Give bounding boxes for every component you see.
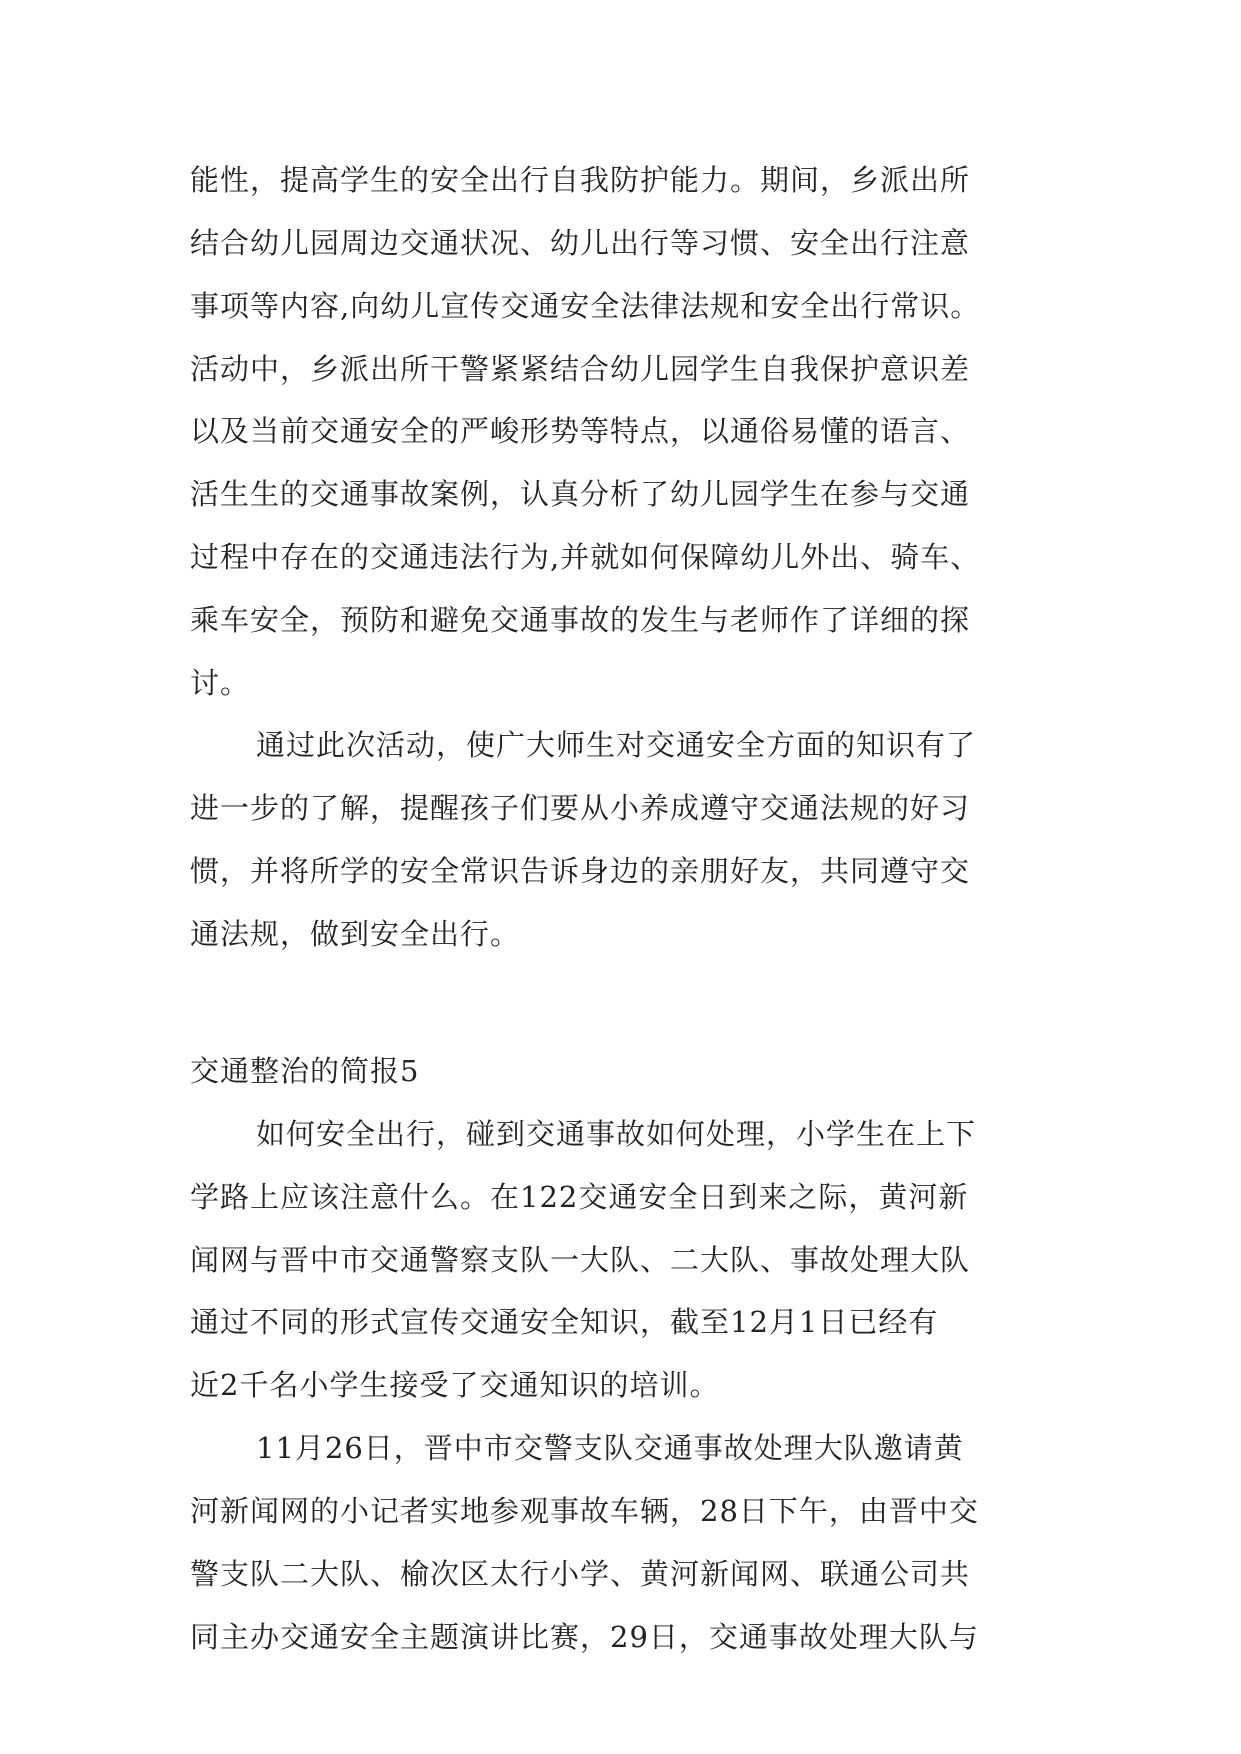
text-line: 过程中存在的交通违法行为,并就如何保障幼儿外出、骑车、 xyxy=(190,540,981,574)
text-line: 讨。 xyxy=(190,666,251,700)
text-line: 乘车安全，预防和避免交通事故的发生与老师作了详细的探 xyxy=(190,603,971,637)
section-heading: 交通整治的简报5 xyxy=(190,1054,420,1088)
text-line: 惯，并将所学的安全常识告诉身边的亲朋好友，共同遵守交 xyxy=(190,854,971,888)
paragraph-first-line: 如何安全出行，碰到交通事故如何处理，小学生在上下 xyxy=(256,1117,977,1151)
text-line: 活生生的交通事故案例，认真分析了幼儿园学生在参与交通 xyxy=(190,477,971,511)
text-line: 事项等内容,向幼儿宣传交通安全法律法规和安全出行常识。 xyxy=(190,289,981,323)
text-line: 河新闻网的小记者实地参观事故车辆，28日下午，由晋中交 xyxy=(190,1494,979,1528)
text-line: 结合幼儿园周边交通状况、幼儿出行等习惯、安全出行注意 xyxy=(190,226,971,260)
text-line: 进一步的了解，提醒孩子们要从小养成遵守交通法规的好习 xyxy=(190,791,971,825)
text-line: 闻网与晋中市交通警察支队一大队、二大队、事故处理大队 xyxy=(190,1243,971,1277)
text-line: 学路上应该注意什么。在122交通安全日到来之际，黄河新 xyxy=(190,1180,969,1214)
paragraph-first-line: 11月26日，晋中市交警支队交通事故处理大队邀请黄 xyxy=(256,1431,964,1465)
text-line: 同主办交通安全主题演讲比赛，29日，交通事故处理大队与 xyxy=(190,1620,979,1654)
text-line: 通法规，做到安全出行。 xyxy=(190,917,521,951)
text-line: 通过不同的形式宣传交通安全知识，截至12月1日已经有 xyxy=(190,1305,939,1339)
text-line: 警支队二大队、榆次区太行小学、黄河新闻网、联通公司共 xyxy=(190,1557,971,1591)
text-line: 能性，提高学生的安全出行自我防护能力。期间，乡派出所 xyxy=(190,163,971,197)
text-line: 近2千名小学生接受了交通知识的培训。 xyxy=(190,1368,720,1402)
text-line: 活动中，乡派出所干警紧紧结合幼儿园学生自我保护意识差 xyxy=(190,352,971,386)
text-line: 以及当前交通安全的严峻形势等特点，以通俗易懂的语言、 xyxy=(190,414,971,448)
paragraph-first-line: 通过此次活动，使广大师生对交通安全方面的知识有了 xyxy=(256,728,977,762)
